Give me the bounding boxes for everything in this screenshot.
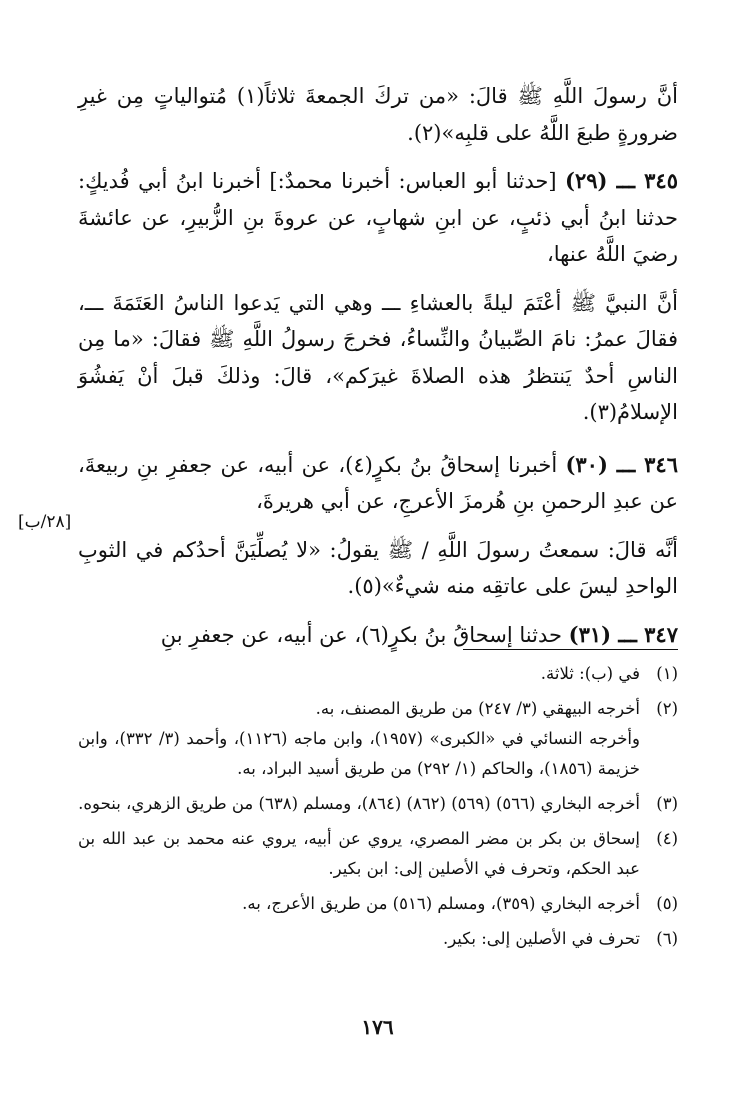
paragraph-text: حدثنا إسحاقُ بنُ بكرٍ(٦)، عن أبيه، عن جعفرِ بنِ	[160, 622, 562, 647]
footnote-line: وأخرجه النسائي في «الكبرى» (١٩٥٧)، وابن ماجه (١١٢٦)، وأحمد (٣/ ٣٣٢)، وابن خزيمة (١٨٥٦)، والحاكم (١/ ٢٩٢) من طريق أسيد البراد، به.	[78, 729, 640, 778]
main-text	[78, 78, 678, 665]
paragraph-text: أنَّه قالَ: سمعتُ رسولَ اللَّهِ / ﷺ يقولُ: «لا يُصلِّيَنَّ أحدُكم في الثوبِ الواحدِ ليسَ على عاتقِه منه شيءٌ»(٥).	[78, 537, 678, 598]
footnote-line: أخرجه البخاري (٣٥٩)، ومسلم (٥١٦) من طريق الأعرج، به.	[242, 894, 640, 913]
footnote-item	[78, 924, 678, 954]
footnote-text	[78, 659, 640, 689]
footnote-text	[78, 924, 640, 954]
footnote-item	[78, 694, 678, 784]
footnote-item	[78, 889, 678, 919]
hadith-number: ٣٤٧ ـــ (٣١)	[568, 621, 678, 647]
footnote-item	[78, 789, 678, 819]
page-number: ١٧٦	[361, 1015, 394, 1039]
footnote-text	[78, 694, 640, 784]
footnote-text	[78, 789, 640, 819]
footnote-item	[78, 824, 678, 884]
paragraph-hadith-346-matn	[78, 532, 678, 605]
footnote-line: تحرف في الأصلين إلى: بكير.	[442, 929, 640, 948]
footnote-text	[78, 889, 640, 919]
footnote-line: إسحاق بن بكر بن مضر المصري، يروي عن أبيه، يروي عنه محمد بن عبد الله بن عبد الحكم، وتحرف في الأصلين إلى: ابن بكير.	[78, 829, 640, 878]
footnote-number: (٦)	[656, 929, 678, 948]
paragraph-text: أنَّ رسولَ اللَّهِ ﷺ قالَ: «من تركَ الجمعةَ ثلاثاً(١) مُتوالياتٍ مِن غيرِ ضرورةٍ طبعَ اللَّهُ على قلبِه»(٢).	[78, 84, 678, 145]
paragraph-hadith-347-isnad	[78, 617, 678, 654]
paragraph-text: [حدثنا أبو العباس: أخبرنا محمدٌ:] أخبرنا ابنُ أبي فُديكٍ: حدثنا ابنُ أبي ذئبٍ، عن ابنِ شهابٍ، عن عروةَ بنِ الزُّبيرِ، عن عائشةَ رضيَ اللَّهُ عنها،	[78, 169, 678, 266]
footnote-number: (٣)	[656, 794, 678, 813]
footnote-line: أخرجه البخاري (٥٦٦) (٥٦٩) (٨٦٢) (٨٦٤)، ومسلم (٦٣٨) من طريق الزهري، بنحوه.	[78, 794, 640, 813]
footnote-line: أخرجه البيهقي (٣/ ٢٤٧) من طريق المصنف، به.	[315, 699, 640, 718]
paragraph-text: أنَّ النبيَّ ﷺ أعْتَمَ ليلةً بالعشاءِ ـــ وهي التي يَدعوا الناسُ العَتَمَةَ ـــ، فقالَ عمرُ: نامَ الصِّبيانُ والنِّساءُ، فخرجَ رسولُ اللَّهِ ﷺ فقالَ: «ما مِن الناسِ أحدٌ يَنتظرُ هذه الصلاةَ غيرَكم»، قالَ: وذلكَ قبلَ أنْ يَفشُوَ الإسلامُ(٣).	[78, 290, 678, 424]
paragraph-hadith-346-isnad	[78, 447, 678, 520]
footnote-number: (٢)	[656, 699, 678, 718]
footnote-number: (٥)	[656, 894, 678, 913]
footnote-number: (٤)	[656, 829, 678, 848]
footnote-divider	[463, 649, 678, 650]
paragraph-hadith-345-matn	[78, 285, 678, 431]
paragraph-hadith-344-matn	[78, 78, 678, 151]
manuscript-folio-marker: [٢٨/ب]	[18, 512, 72, 532]
footnote-number: (١)	[656, 664, 678, 683]
hadith-number: ٣٤٦ ـــ (٣٠)	[565, 451, 678, 477]
footnote-text	[78, 824, 640, 884]
footnote-item	[78, 659, 678, 689]
hadith-number: ٣٤٥ ـــ (٢٩)	[565, 168, 678, 193]
paragraph-hadith-345-isnad	[78, 163, 678, 273]
footnote-line: في (ب): ثلاثة.	[540, 664, 640, 683]
paragraph-text: أخبرنا إسحاقُ بنُ بكرٍ(٤)، عن أبيه، عن جعفرِ بنِ ربيعةَ، عن عبدِ الرحمنِ بنِ هُرمزَ الأعرجِ، عن أبي هريرةَ،	[78, 452, 678, 513]
footnotes	[78, 659, 678, 959]
